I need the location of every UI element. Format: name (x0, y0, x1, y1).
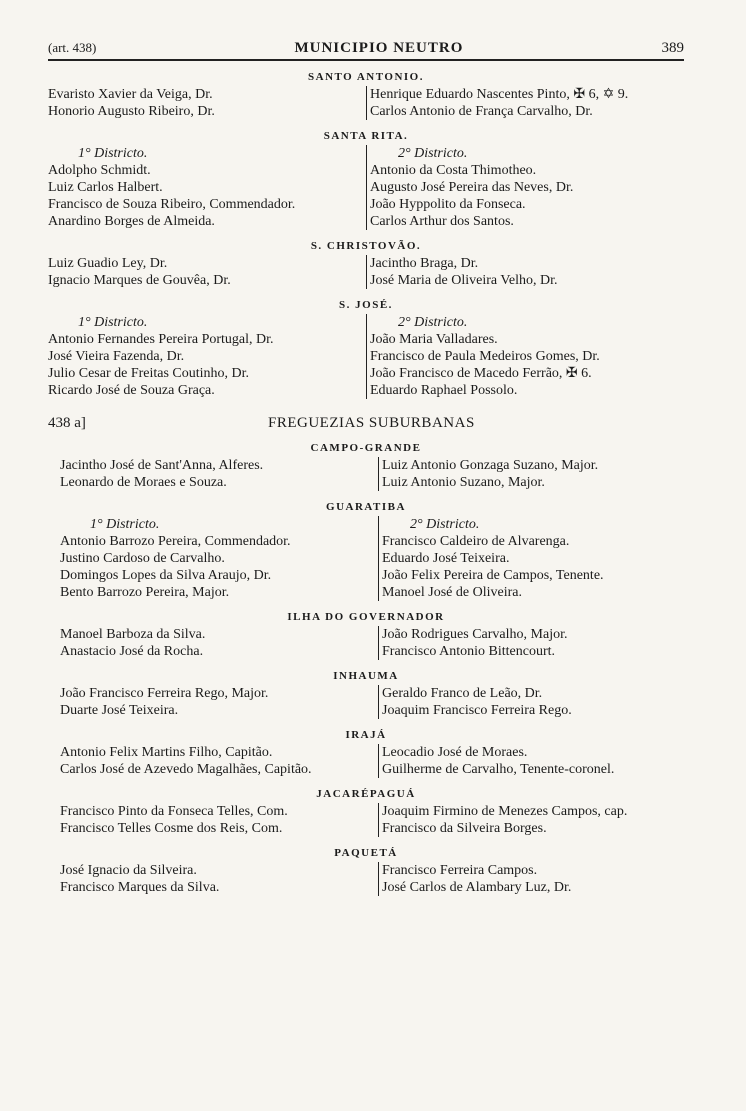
right-column (366, 86, 684, 120)
member-name: Augusto José Pereira das Neves, Dr. (370, 180, 574, 195)
member-name: Antonio da Costa Thimotheo. (370, 163, 537, 178)
member-name: Eduardo Raphael Possolo. (370, 383, 518, 398)
left-column (48, 255, 366, 289)
left-column (48, 803, 378, 837)
member-name: Anastacio José da Rocha. (60, 644, 204, 659)
left-column (48, 744, 378, 778)
parish-section (48, 299, 684, 399)
parish-section (48, 611, 684, 660)
member-name: Francisco de Souza Ribeiro, Commendador. (48, 197, 296, 212)
member-name: Francisco Telles Cosme dos Reis, Com. (60, 821, 283, 836)
member-name: Luiz Guadio Ley, Dr. (48, 256, 168, 271)
parish-members (48, 255, 684, 289)
member-name: Honorio Augusto Ribeiro, Dr. (48, 104, 215, 119)
member-name: Francisco Antonio Bittencourt. (382, 644, 556, 659)
parish-section (48, 240, 684, 289)
member-name: João Hyppolito da Fonseca. (370, 197, 526, 212)
member-name: Francisco de Paula Medeiros Gomes, Dr. (370, 349, 600, 364)
member-name: Duarte José Teixeira. (60, 703, 179, 718)
subheading-title: FREGUEZIAS SUBURBANAS (268, 415, 475, 431)
right-column (378, 862, 684, 896)
parish-section (48, 670, 684, 719)
parish-members (48, 862, 684, 896)
member-name: Luiz Antonio Suzano, Major. (382, 475, 545, 490)
member-name: Francisco Marques da Silva. (60, 880, 220, 895)
parish-members (48, 516, 684, 601)
member-name: Manoel Barboza da Silva. (60, 627, 206, 642)
member-name: Eduardo José Teixeira. (382, 551, 510, 566)
member-name: João Francisco Ferreira Rego, Major. (60, 686, 269, 701)
parish-section (48, 788, 684, 837)
parish-title: S. CHRISTOVÃO. (310, 240, 422, 252)
member-name: Joaquim Firmino de Menezes Campos, cap. (382, 804, 628, 819)
article-reference: (art. 438) (48, 40, 97, 55)
member-name: Antonio Felix Martins Filho, Capitão. (60, 745, 273, 760)
member-name: Geraldo Franco de Leão, Dr. (382, 686, 543, 701)
subheading-number: 438 a] (48, 415, 86, 431)
parish-members (48, 685, 684, 719)
page-header (48, 40, 684, 61)
parish-title: JACARÉPAGUÁ (316, 788, 416, 800)
left-column (48, 516, 378, 601)
left-column (48, 145, 366, 230)
member-name: Bento Barrozo Pereira, Major. (60, 585, 230, 600)
parish-section (48, 847, 684, 896)
parish-title: INHAUMA (333, 670, 399, 682)
parish-section (48, 442, 684, 491)
right-column (366, 255, 684, 289)
parish-title: PAQUETÁ (334, 847, 398, 859)
parish-members (48, 626, 684, 660)
parish-members (48, 314, 684, 399)
member-name: Domingos Lopes da Silva Araujo, Dr. (60, 568, 272, 583)
parish-members (48, 803, 684, 837)
member-name: Julio Cesar de Freitas Coutinho, Dr. (48, 366, 250, 381)
right-column (378, 516, 684, 601)
parish-title: SANTA RITA. (323, 130, 409, 142)
right-column (366, 145, 684, 230)
member-name: Ricardo José de Souza Graça. (48, 383, 215, 398)
parish-section (48, 501, 684, 601)
parish-members (48, 744, 684, 778)
member-name: João Maria Valladares. (370, 332, 498, 347)
parish-title: ILHA DO GOVERNADOR (287, 611, 445, 623)
member-name: Carlos Antonio de França Carvalho, Dr. (370, 104, 593, 119)
page-number: 389 (661, 40, 684, 56)
member-name: Antonio Fernandes Pereira Portugal, Dr. (48, 332, 274, 347)
left-column (48, 685, 378, 719)
district-label: 2° Districto. (398, 315, 468, 330)
member-name: João Francisco de Macedo Ferrão, ✠ 6. (370, 366, 592, 381)
parish-members (48, 86, 684, 120)
district-label: 1° Districto. (78, 315, 148, 330)
left-column (48, 862, 378, 896)
member-name: João Felix Pereira de Campos, Tenente. (382, 568, 604, 583)
parish-title: SANTO ANTONIO. (308, 71, 424, 83)
parish-list-suburban (48, 442, 684, 896)
district-label: 2° Districto. (410, 517, 480, 532)
member-name: Carlos Arthur dos Santos. (370, 214, 514, 229)
member-name: Justino Cardoso de Carvalho. (60, 551, 225, 566)
parish-section (48, 130, 684, 230)
parish-title: GUARATIBA (326, 501, 406, 513)
member-name: Guilherme de Carvalho, Tenente-coronel. (382, 762, 615, 777)
right-column (378, 803, 684, 837)
member-name: Antonio Barrozo Pereira, Commendador. (60, 534, 291, 549)
member-name: Leonardo de Moraes e Souza. (60, 475, 227, 490)
document-page (48, 40, 684, 896)
right-column (366, 314, 684, 399)
member-name: José Carlos de Alambary Luz, Dr. (382, 880, 572, 895)
parish-title: IRAJÁ (345, 729, 387, 741)
member-name: Francisco da Silveira Borges. (382, 821, 547, 836)
district-label: 2° Districto. (398, 146, 468, 161)
member-name: Ignacio Marques de Gouvêa, Dr. (48, 273, 231, 288)
right-column (378, 457, 684, 491)
member-name: Jacintho José de Sant'Anna, Alferes. (60, 458, 264, 473)
member-name: Francisco Caldeiro de Alvarenga. (382, 534, 570, 549)
right-column (378, 685, 684, 719)
parish-section (48, 71, 684, 120)
member-name: Evaristo Xavier da Veiga, Dr. (48, 87, 213, 102)
right-column (378, 744, 684, 778)
member-name: José Ignacio da Silveira. (60, 863, 197, 878)
member-name: Luiz Carlos Halbert. (48, 180, 163, 195)
member-name: Francisco Pinto da Fonseca Telles, Com. (60, 804, 288, 819)
member-name: Luiz Antonio Gonzaga Suzano, Major. (382, 458, 599, 473)
parish-members (48, 457, 684, 491)
parish-title: CAMPO-GRANDE (310, 442, 422, 454)
member-name: João Rodrigues Carvalho, Major. (382, 627, 568, 642)
left-column (48, 86, 366, 120)
member-name: Joaquim Francisco Ferreira Rego. (382, 703, 572, 718)
left-column (48, 626, 378, 660)
member-name: Jacintho Braga, Dr. (370, 256, 479, 271)
district-label: 1° Districto. (90, 517, 160, 532)
right-column (378, 626, 684, 660)
member-name: Leocadio José de Moraes. (382, 745, 528, 760)
member-name: Anardino Borges de Almeida. (48, 214, 215, 229)
subheading (48, 415, 684, 432)
parish-members (48, 145, 684, 230)
parish-section (48, 729, 684, 778)
member-name: José Maria de Oliveira Velho, Dr. (370, 273, 558, 288)
page-title: MUNICIPIO NEUTRO (294, 40, 464, 56)
district-label: 1° Districto. (78, 146, 148, 161)
member-name: José Vieira Fazenda, Dr. (48, 349, 185, 364)
member-name: Henrique Eduardo Nascentes Pinto, ✠ 6, ✡ 9. (370, 87, 629, 102)
member-name: Carlos José de Azevedo Magalhães, Capitão. (60, 762, 312, 777)
parish-list-urban (48, 71, 684, 399)
left-column (48, 457, 378, 491)
left-column (48, 314, 366, 399)
parish-title: S. JOSÉ. (339, 299, 393, 311)
member-name: Francisco Ferreira Campos. (382, 863, 538, 878)
member-name: Manoel José de Oliveira. (382, 585, 522, 600)
member-name: Adolpho Schmidt. (48, 163, 151, 178)
